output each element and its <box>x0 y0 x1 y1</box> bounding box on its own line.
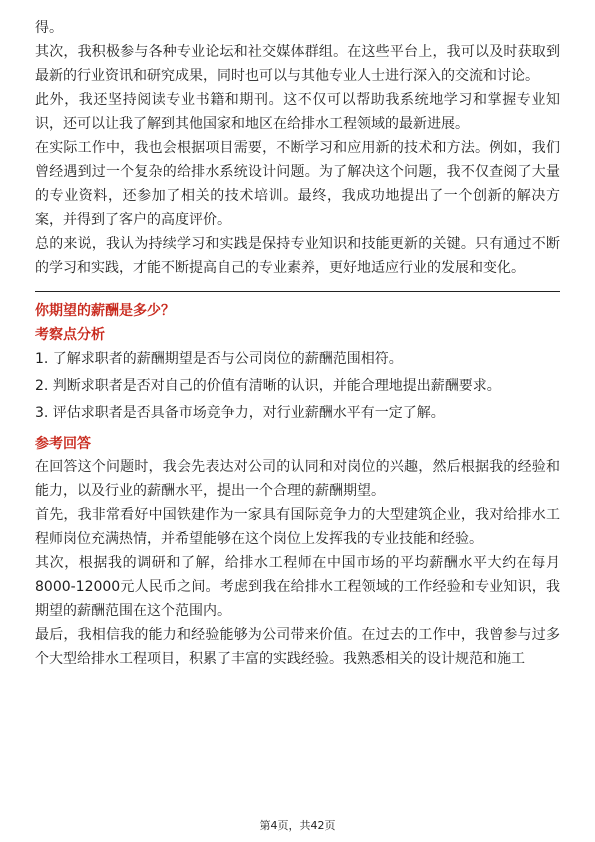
body-paragraph: 在实际工作中，我也会根据项目需要，不断学习和应用新的技术和方法。例如，我们曾经遇到过一个复杂的给排水系统设计问题。为了解决这个问题，我不仅查阅了大量的专业资料，还参加了相关的技术培训。最终，我成功地提出了一个创新的解决方案，并得到了客户的高度评价。 <box>35 140 560 228</box>
analysis-title: 考察点分析 <box>35 327 105 343</box>
page-content <box>35 16 560 671</box>
answer-title: 参考回答 <box>35 436 91 452</box>
body-paragraph: 此外，我还坚持阅读专业书籍和期刊。这不仅可以帮助我系统地学习和掌握专业知识，还可以让我了解到其他国家和地区在给排水工程领域的最新进展。 <box>35 92 560 132</box>
answer-paragraph: 其次，根据我的调研和了解，给排水工程师在中国市场的平均薪酬水平大约在每月8000-12000元人民币之间。考虑到我在给排水工程领域的工作经验和专业知识，我期望的薪酬范围在这个范围内。 <box>35 555 560 619</box>
analysis-item: 3. 评估求职者是否具备市场竞争力，对行业薪酬水平有一定了解。 <box>35 405 445 421</box>
analysis-item: 1. 了解求职者的薪酬期望是否与公司岗位的薪酬范围相符。 <box>35 351 403 367</box>
answer-paragraph: 最后，我相信我的能力和经验能够为公司带来价值。在过去的工作中，我曾参与过多个大型给排水工程项目，积累了丰富的实践经验。我熟悉相关的设计规范和施工 <box>35 627 560 667</box>
body-paragraph: 得。 <box>35 20 63 36</box>
question-heading: 你期望的薪酬是多少？ <box>35 303 175 319</box>
page-number-footer: 第4页，共42页 <box>259 819 336 832</box>
spacer <box>35 427 560 431</box>
answer-paragraph: 在回答这个问题时，我会先表达对公司的认同和对岗位的兴趣，然后根据我的经验和能力，以及行业的薪酬水平，提出一个合理的薪酬期望。 <box>35 459 560 499</box>
analysis-item: 2. 判断求职者是否对自己的价值有清晰的认识，并能合理地提出薪酬要求。 <box>35 378 501 394</box>
answer-paragraph: 首先，我非常看好中国铁建作为一家具有国际竞争力的大型建筑企业，我对给排水工程师岗位充满热情，并希望能够在这个岗位上发挥我的专业技能和经验。 <box>35 507 560 547</box>
body-paragraph: 其次，我积极参与各种专业论坛和社交媒体群组。在这些平台上，我可以及时获取到最新的行业资讯和研究成果，同时也可以与其他专业人士进行深入的交流和讨论。 <box>35 44 560 84</box>
body-paragraph: 总的来说，我认为持续学习和实践是保持专业知识和技能更新的关键。只有通过不断的学习和实践，才能不断提高自己的专业素养，更好地适应行业的发展和变化。 <box>35 236 560 276</box>
section-divider <box>35 291 560 292</box>
